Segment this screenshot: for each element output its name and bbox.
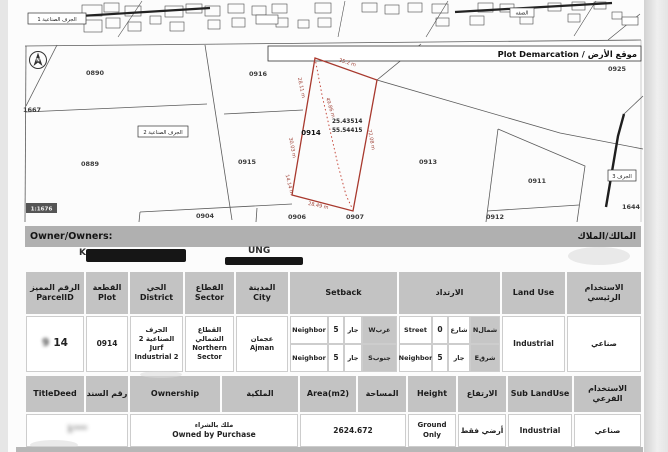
photo-left-margin	[0, 0, 8, 452]
header-subuse-ar: الاستخدام الفرعي	[574, 376, 641, 412]
cell-subuse-ar: صناعي	[574, 414, 641, 447]
header-area-en: Area(m2)	[300, 376, 356, 412]
header-titledeed-en: TitleDeed	[26, 376, 84, 412]
setback-r1-type-ar: جار	[344, 316, 362, 344]
svg-text:الجرف الصناعية 2: الجرف الصناعية 2	[143, 130, 183, 136]
svg-text:0906: 0906	[287, 213, 307, 221]
irtidad-r1-type: Street	[399, 316, 432, 344]
svg-text:1667: 1667	[22, 106, 42, 114]
svg-text:الجرف 3: الجرف 3	[612, 174, 632, 180]
header-irtidad: الارتداد	[399, 272, 500, 314]
highlight-plot-outline	[284, 58, 377, 212]
header-ownership-ar: الملكية	[222, 376, 298, 412]
svg-text:0890: 0890	[85, 69, 105, 77]
district-label-box	[138, 126, 188, 137]
cell-plot: 0914	[86, 316, 128, 372]
dim-right: 72.08 m	[366, 129, 376, 151]
owner-name-redaction-1	[86, 249, 186, 262]
svg-text:0889: 0889	[80, 160, 100, 168]
cell-mainuse: صناعي	[567, 316, 641, 372]
setback-r1-direction: غربW	[362, 316, 397, 344]
cell-parcelid: 9 14	[26, 316, 84, 372]
header-city: المدينة City	[236, 272, 288, 314]
map-title: Plot Demarcation / موقع الأرض	[497, 49, 637, 59]
irtidad-r1-direction: شمالN	[470, 316, 500, 344]
highlight-plot-number: 0914	[301, 129, 321, 137]
header-titledeed-ar: رقم السند	[86, 376, 128, 412]
setback-r2-type: Neighbor	[290, 344, 328, 372]
bottom-photo-edge	[16, 447, 643, 452]
header-plot: القطعة Plot	[86, 272, 128, 314]
photo-right-margin	[644, 0, 668, 452]
dim-left-upper: 28.11 m	[295, 77, 307, 99]
cadastral-map	[8, 0, 644, 230]
cell-district: الجرف الصناعية 2 Jurf Industrial 2	[130, 316, 183, 372]
dim-corner: 14.14 m	[283, 173, 295, 196]
svg-text:0907: 0907	[345, 213, 365, 221]
dim-bottom: 28.49 m	[307, 200, 329, 212]
owner-label-en: Owner/Owners:	[30, 231, 113, 242]
svg-text:N: N	[36, 57, 40, 63]
cell-titledeed: 1***	[26, 414, 128, 447]
setback-r1-type: Neighbor	[290, 316, 328, 344]
irtidad-r2-type-ar: جار	[448, 344, 470, 372]
map-plot-labels	[23, 65, 641, 221]
svg-text:1:1676: 1:1676	[30, 206, 53, 213]
dim-diagonal: 49.86 m	[324, 96, 336, 119]
cell-height-en: Ground Only	[408, 414, 456, 447]
header-ownership-en: Ownership	[130, 376, 220, 412]
irtidad-r2-type: Neighbor	[399, 344, 432, 372]
cell-sector: القطاع الشمالي Northern Sector	[185, 316, 234, 372]
latitude-value: 25.43514	[332, 119, 363, 125]
irtidad-r1-type-ar: شارع	[448, 316, 470, 344]
irtidad-r2-direction: شرقE	[470, 344, 500, 372]
irtidad-r1-value: 0	[432, 316, 448, 344]
owner-label-ar: المالك/الملاك	[577, 231, 636, 242]
svg-text:0912: 0912	[485, 213, 505, 221]
cell-sublanduse: Industrial	[508, 414, 572, 447]
header-mainuse: الاستخدام الرئيسي	[567, 272, 641, 314]
map-title-box	[268, 46, 641, 61]
header-landuse: Land Use	[502, 272, 565, 314]
header-setback: Setback	[290, 272, 397, 314]
header-parcelid: الرقم المميز ParcelID	[26, 272, 84, 314]
setback-r2-direction: جنوبS	[362, 344, 397, 372]
watermark-smudge-1	[568, 247, 630, 265]
watermark-smudge-2	[140, 371, 182, 378]
cell-height-ar: أرضي فقط	[458, 414, 506, 447]
setback-r2-type-ar: جار	[344, 344, 362, 372]
header-area-ar: المساحة	[358, 376, 406, 412]
dim-top: 25.2 m	[338, 57, 357, 69]
svg-text:0913: 0913	[418, 158, 438, 166]
header-sublanduse-en: Sub LandUse	[508, 376, 572, 412]
document-page	[8, 0, 644, 452]
svg-text:0925: 0925	[607, 65, 627, 73]
owner-name-redaction-2	[225, 257, 303, 265]
owner-name-fragment-1: K	[79, 248, 86, 258]
header-height-en: Height	[408, 376, 456, 412]
right-label-box	[608, 170, 636, 181]
top-strip-map	[80, 1, 640, 40]
cell-area: 2624.672	[300, 414, 406, 447]
cell-ownership: ملك بالشراء Owned by Purchase	[130, 414, 298, 447]
header-sector: القطاع Sector	[185, 272, 234, 314]
svg-text:0904: 0904	[195, 212, 215, 220]
strip-label-2: الضفة	[515, 10, 529, 17]
header-district: الحي District	[130, 272, 183, 314]
setback-r1-value: 5	[328, 316, 344, 344]
setback-r2-value: 5	[328, 344, 344, 372]
svg-text:0915: 0915	[237, 158, 257, 166]
svg-text:1644: 1644	[621, 203, 641, 211]
cell-city: عجمان Ajman	[236, 316, 288, 372]
irtidad-r2-value: 5	[432, 344, 448, 372]
dim-left-lower: 30.03 m	[287, 137, 297, 159]
scale-badge	[26, 203, 57, 213]
strip-label-1: الجرف الصناعية 1	[37, 17, 77, 23]
strip-label-boxes	[28, 8, 638, 25]
north-arrow-icon	[30, 52, 47, 69]
svg-text:0916: 0916	[248, 70, 268, 78]
svg-text:0911: 0911	[527, 177, 547, 185]
owner-bar	[25, 226, 641, 247]
longitude-value: 55.54415	[332, 128, 363, 134]
header-height-ar: الارتفاع	[458, 376, 506, 412]
cell-landuse: Industrial	[502, 316, 565, 372]
owner-name-fragment-2: UNG	[248, 246, 271, 256]
